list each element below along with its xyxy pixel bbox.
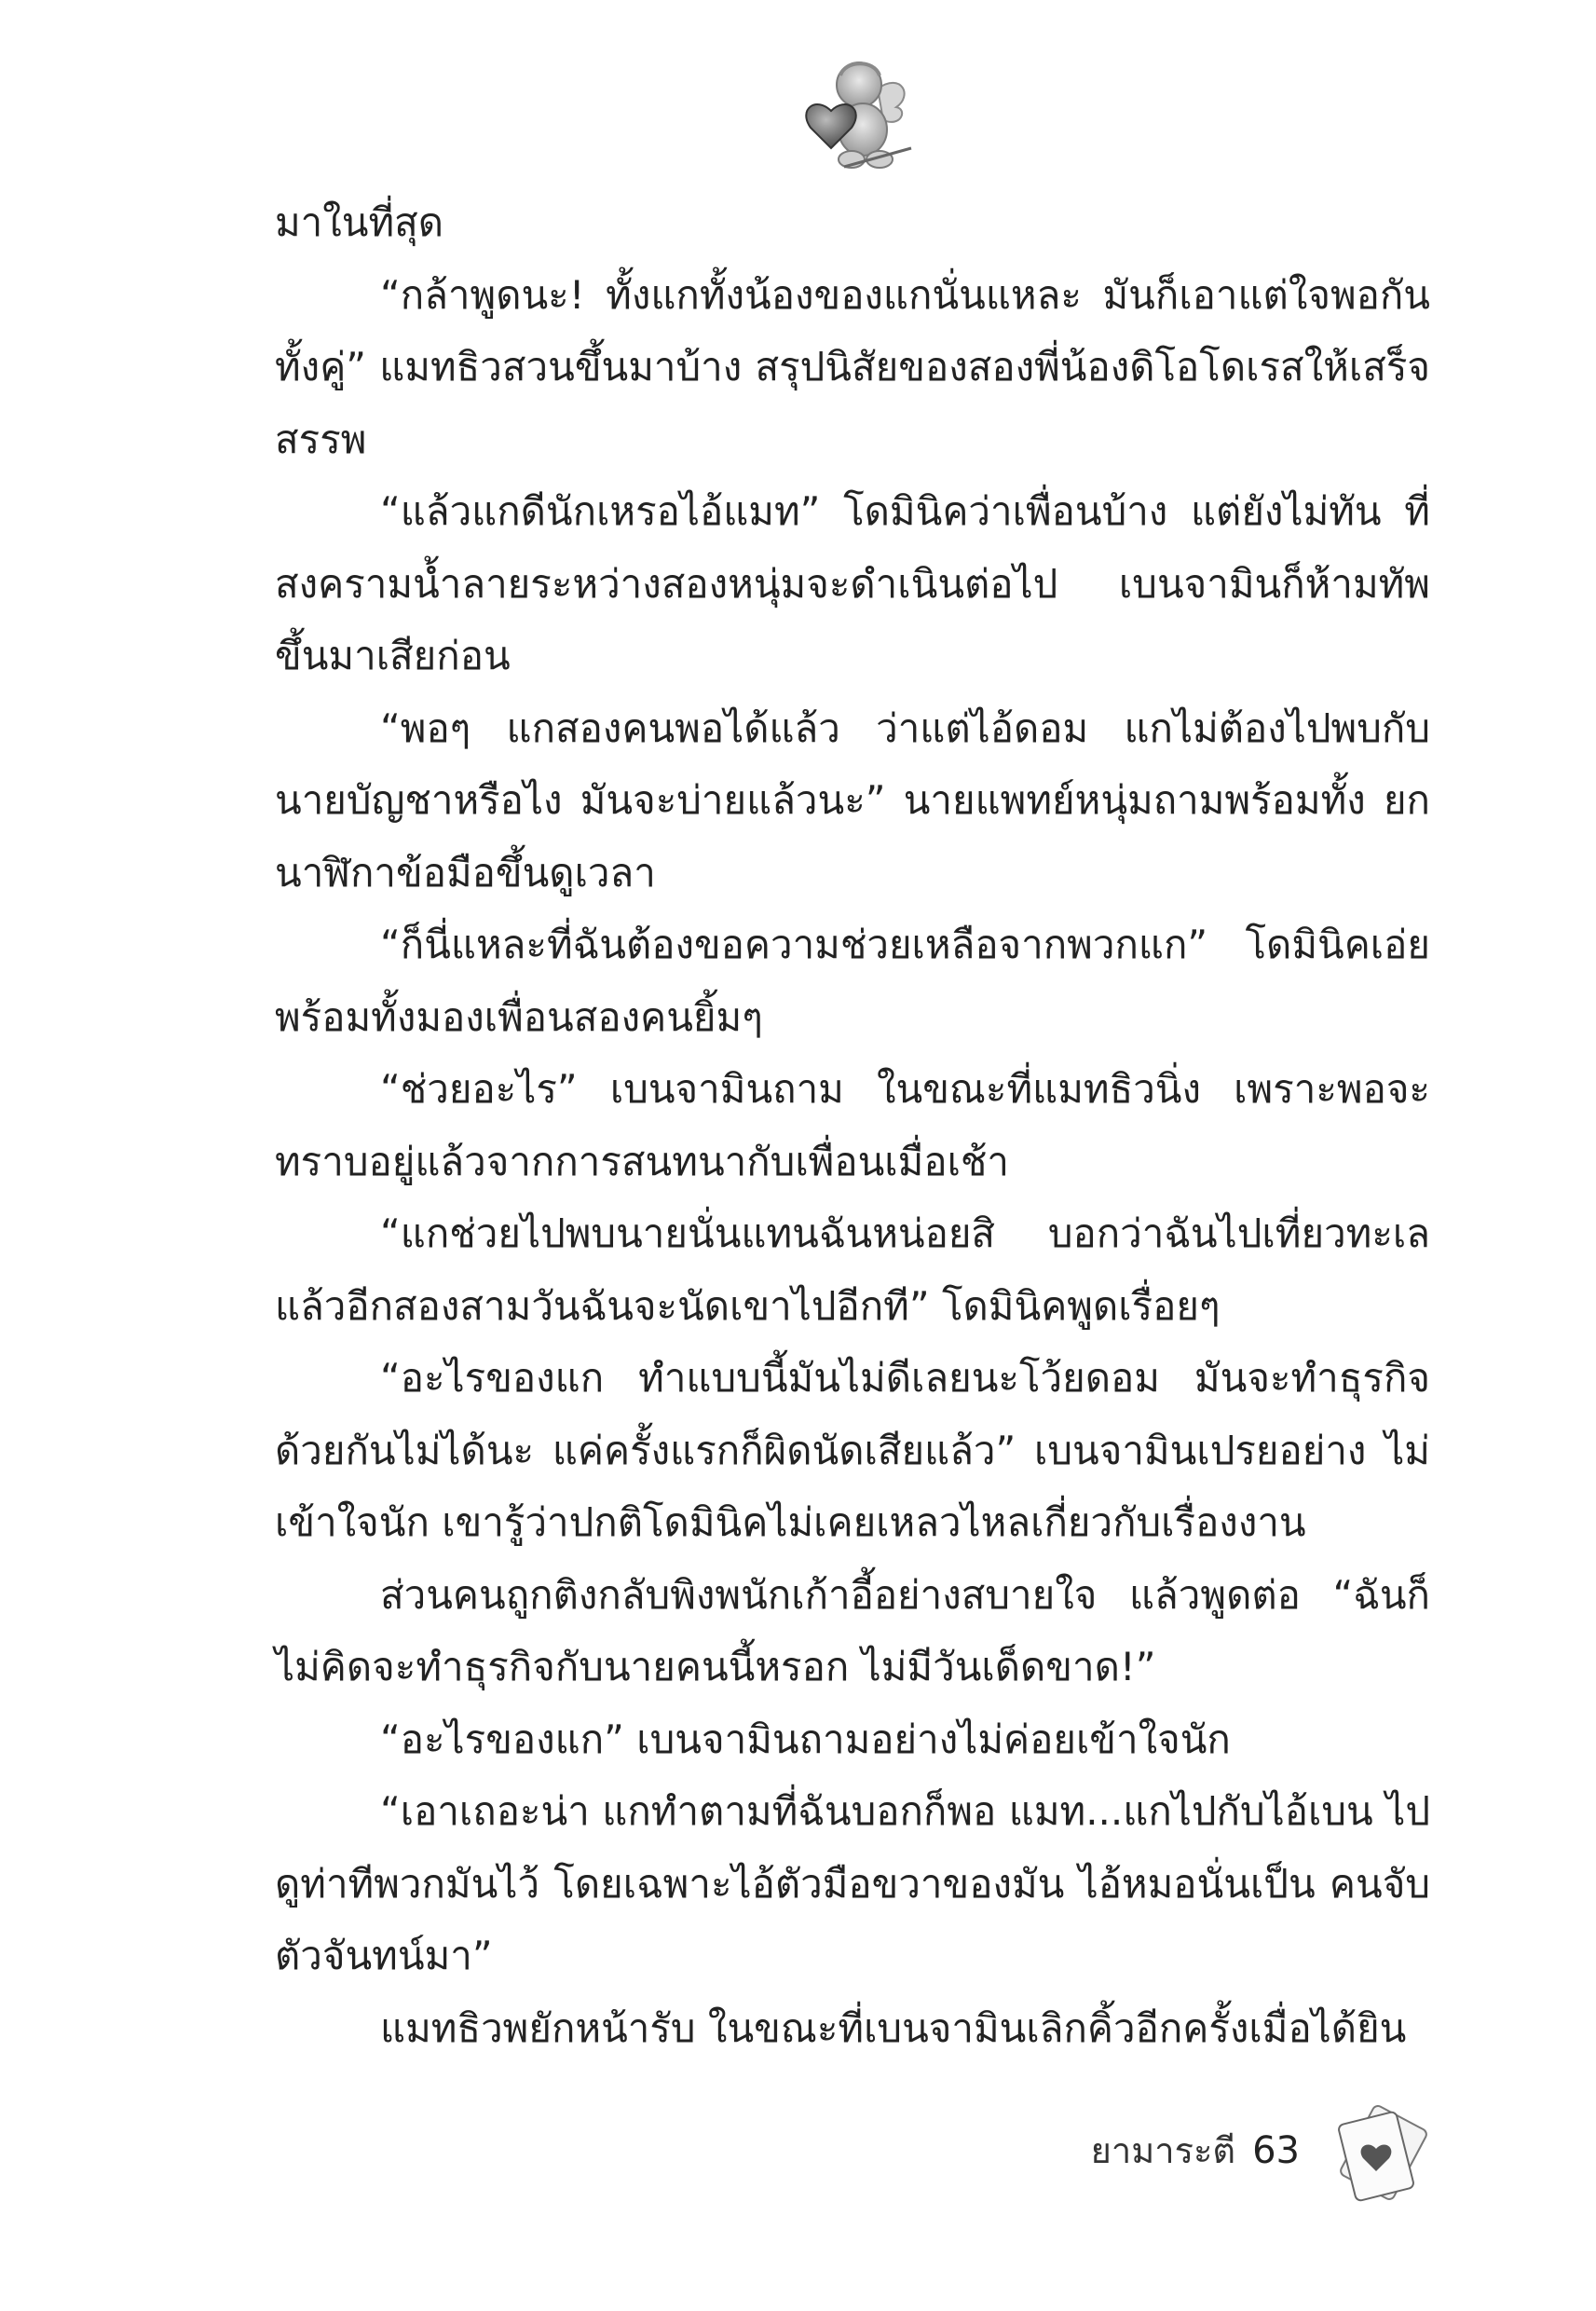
paragraph: “พอๆ แกสองคนพอได้แล้ว ว่าแต่ไอ้ดอม แกไม่ต้องไปพบกับ นายบัญชาหรือไง มันจะบ่ายแล้วนะ” นายแพทย์หนุ่มถามพร้อมทั้ง ยกนาฬิกาข้อมือขึ้นดูเวลา [275, 704, 1430, 896]
heart-card-icon [1326, 2095, 1438, 2207]
paragraph: แมทธิวพยักหน้ารับ ในขณะที่เบนจามินเลิกคิ้วอีกครั้งเมื่อได้ยิน [380, 2004, 1407, 2051]
page-number: 63 [1252, 2128, 1300, 2172]
paragraph: “เอาเถอะน่า แกทำตามที่ฉันบอกก็พอ แมท...แกไปกับไอ้เบน ไปดูท่าทีพวกมันไว้ โดยเฉพาะไอ้ตัวมือขวาของมัน ไอ้หมอนั่นเป็น คนจับตัวจันทน์มา” [275, 1788, 1430, 1978]
running-title: ยามาระตี [1090, 2130, 1236, 2171]
paragraph: “แล้วแกดีนักเหรอไอ้แมท” โดมินิคว่าเพื่อนบ้าง แต่ยังไม่ทัน ที่สงครามน้ำลายระหว่างสองหนุ่มจะดำเนินต่อไป เบนจามินก็ห้ามทัพขึ้นมาเสียก่อน [275, 488, 1430, 678]
paragraph: “ช่วยอะไร” เบนจามินถาม ในขณะที่แมทธิวนิ่ง เพราะพอจะ ทราบอยู่แล้วจากการสนทนากับเพื่อนเมื่อเช้า [275, 1066, 1430, 1184]
paragraph: “ก็นี่แหละที่ฉันต้องขอความช่วยเหลือจากพวกแก” โดมินิคเอ่ย พร้อมทั้งมองเพื่อนสองคนยิ้มๆ [275, 922, 1430, 1040]
paragraph: “แกช่วยไปพบนายนั่นแทนฉันหน่อยสิ บอกว่าฉันไปเที่ยวทะเล แล้วอีกสองสามวันฉันจะนัดเขาไปอีกที” โดมินิคพูดเรื่อยๆ [275, 1210, 1430, 1329]
paragraph: “อะไรของแก ทำแบบนี้มันไม่ดีเลยนะโว้ยดอม มันจะทำธุรกิจ ด้วยกันไม่ได้นะ แค่ครั้งแรกก็ผิดนัดเสียแล้ว” เบนจามินเปรยอย่าง ไม่เข้าใจนัก เขารู้ว่าปกติโดมินิคไม่เคยเหลวไหลเกี่ยวกับเรื่องงาน [275, 1355, 1430, 1545]
body-text [275, 186, 1430, 2064]
paragraph: “กล้าพูดนะ! ทั้งแกทั้งน้องของแกนั่นแหละ มันก็เอาแต่ใจพอกัน ทั้งคู่” แมทธิวสวนขึ้นมาบ้าง สรุปนิสัยของสองพี่น้องดิโอโดเรสให้เสร็จสรรพ [275, 271, 1430, 462]
paragraph: “อะไรของแก” เบนจามินถามอย่างไม่ค่อยเข้าใจนัก [380, 1716, 1231, 1762]
page-footer [1091, 2087, 1438, 2213]
paragraph: มาในที่สุด [275, 199, 444, 245]
cupid-heart-icon [792, 51, 918, 177]
paragraph: ส่วนคนถูกติงกลับพิงพนักเก้าอี้อย่างสบายใจ แล้วพูดต่อ “ฉันก็ ไม่คิดจะทำธุรกิจกับนายคนนี้หรอก ไม่มีวันเด็ดขาด!” [275, 1571, 1430, 1689]
